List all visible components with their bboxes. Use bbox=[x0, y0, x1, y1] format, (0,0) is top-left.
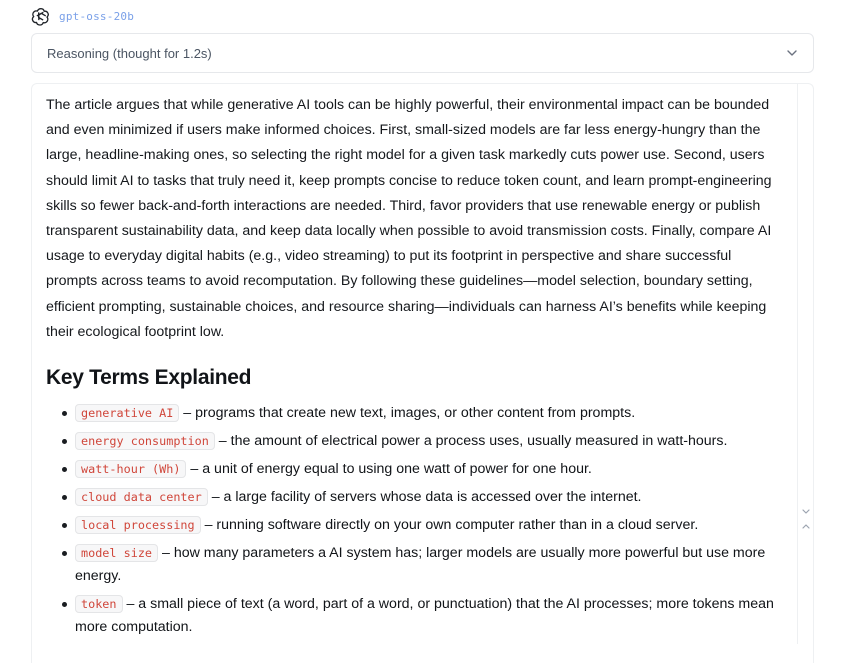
chevron-down-icon[interactable] bbox=[785, 46, 799, 60]
term-code: energy consumption bbox=[75, 432, 215, 450]
section-heading: Key Terms Explained bbox=[46, 366, 252, 390]
key-terms-list bbox=[46, 402, 786, 639]
term-definition: – programs that create new text, images, or other content from prompts. bbox=[183, 405, 636, 422]
list-item bbox=[46, 542, 786, 588]
message-header bbox=[31, 5, 134, 27]
openai-logo-icon bbox=[31, 6, 51, 26]
term-definition: – a large facility of servers whose data is accessed over the internet. bbox=[211, 489, 642, 506]
list-item bbox=[46, 514, 786, 537]
summary-paragraph: The article argues that while generative AI tools can be highly powerful, their environmental impact can be bounded and even minimized if users make informed choices. First, small-sized models are far less energy-hungry than the large, headline-making ones, so selecting the right model for a given task markedly cuts power use. Second, users should limit AI to tasks that truly need it, keep prompts concise to reduce token count, and learn prompt-engineering skills so fewer back-and-forth interactions are needed. Third, favor providers that use renewable energy or publish transparent sustainability data, and keep data locally when possible to avoid transmission costs. Finally, compare AI usage to everyday digital habits (e.g., video streaming) to put its footprint in perspective and share successful prompts across teams to avoid recomputation. By following these guidelines—model selection, boundary setting, efficient prompting, sustainable choices, and resource sharing—individuals can harness AI’s benefits while keeping their ecological footprint low. bbox=[46, 97, 772, 340]
term-code: model size bbox=[75, 544, 158, 562]
scrollbar-track[interactable] bbox=[797, 84, 798, 644]
term-definition: – running software directly on your own computer rather than in a cloud server. bbox=[204, 517, 699, 534]
term-code: local processing bbox=[75, 516, 201, 534]
term-code: generative AI bbox=[75, 404, 179, 422]
answer-container bbox=[31, 83, 814, 663]
scroll-down-icon[interactable] bbox=[803, 510, 809, 513]
list-item bbox=[46, 430, 786, 453]
model-name: gpt-oss-20b bbox=[59, 9, 135, 23]
list-item bbox=[46, 593, 786, 639]
list-item bbox=[46, 458, 786, 481]
reasoning-label: Reasoning (thought for 1.2s) bbox=[47, 45, 212, 61]
term-definition: – a unit of energy equal to using one watt of power for one hour. bbox=[190, 461, 592, 478]
answer-content bbox=[46, 93, 786, 644]
term-definition: – how many parameters a AI system has; larger models are usually more powerful but use more energy. bbox=[75, 545, 766, 585]
reasoning-toggle[interactable] bbox=[31, 33, 814, 73]
scroll-up-icon[interactable] bbox=[803, 525, 809, 528]
term-definition: – a small piece of text (a word, part of a word, or punctuation) that the AI processes; more tokens mean more computation. bbox=[75, 596, 774, 636]
term-definition: – the amount of electrical power a process uses, usually measured in watt-hours. bbox=[218, 433, 728, 450]
list-item bbox=[46, 402, 786, 425]
scroll-controls bbox=[799, 504, 813, 534]
term-code: watt-hour (Wh) bbox=[75, 460, 186, 478]
term-code: token bbox=[75, 595, 123, 613]
term-code: cloud data center bbox=[75, 488, 208, 506]
list-item bbox=[46, 486, 786, 509]
